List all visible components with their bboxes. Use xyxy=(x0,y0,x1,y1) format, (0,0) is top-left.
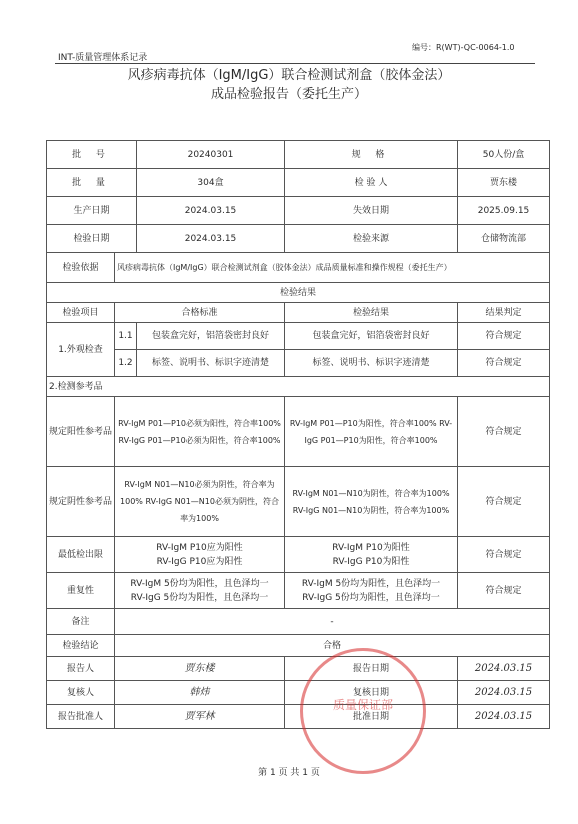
judgement-cell: 符合规定 xyxy=(458,350,550,377)
document-category: INT-质量管理体系记录 xyxy=(58,53,148,63)
col-judge-header: 结果判定 xyxy=(458,303,550,323)
standard-line: RV-IgG 5份均为阳性，且色泽均一 xyxy=(130,592,269,603)
report-title: 风疹病毒抗体（IgM/IgG）联合检测试剂盒（胶体金法） xyxy=(127,68,451,83)
source-label: 检验来源 xyxy=(285,225,458,253)
detection-limit-label: 最低检出限 xyxy=(47,537,115,573)
approver-signature: 贾军林 xyxy=(115,705,285,729)
judgement-cell: 符合规定 xyxy=(458,537,550,573)
inspector-label: 检 验 人 xyxy=(285,169,458,197)
result-cell xyxy=(285,537,458,573)
result-line: RV-IgG 5份均为阳性，且色泽均一 xyxy=(302,592,440,603)
results-section-title: 检验结果 xyxy=(47,283,550,303)
batch-value: 20240301 xyxy=(137,141,285,169)
reporter-label: 报告人 xyxy=(47,657,115,681)
reporter-signature: 贾东楼 xyxy=(115,657,285,681)
report-date-label: 报告日期 xyxy=(285,657,458,681)
spec-label: 规 格 xyxy=(285,141,458,169)
quantity-value: 304盒 xyxy=(137,169,285,197)
approve-date-label: 批准日期 xyxy=(285,705,458,729)
inspection-table xyxy=(46,140,550,729)
expiry-date-value: 2025.09.15 xyxy=(458,197,550,225)
appearance-check-label: 1.外观检查 xyxy=(47,323,115,377)
repeatability-label: 重复性 xyxy=(47,573,115,609)
inspector-value: 贾东楼 xyxy=(458,169,550,197)
source-value: 仓储物流部 xyxy=(458,225,550,253)
result-line: RV-IgM 5份均为阳性，且色泽均一 xyxy=(301,578,441,589)
standard-cell: RV-IgM N01—N10必须为阴性，符合率为100% RV-IgG N01—N10必须为阴性，符合率为100% xyxy=(115,467,285,537)
standard-line: RV-IgM P10应为阳性 xyxy=(156,542,243,553)
reference-section-label: 2.检测参考品 xyxy=(47,377,550,397)
approve-date-value: 2024.03.15 xyxy=(458,705,550,729)
conclusion-label: 检验结论 xyxy=(47,635,115,657)
conclusion-value: 合格 xyxy=(115,635,550,657)
document-code: 编号：R(WT)-QC-0064-1.0 xyxy=(412,43,515,52)
standard-cell xyxy=(115,537,285,573)
col-standard-header: 合格标准 xyxy=(115,303,285,323)
report-date-value: 2024.03.15 xyxy=(458,657,550,681)
reviewer-label: 复核人 xyxy=(47,681,115,705)
batch-label: 批 号 xyxy=(47,141,137,169)
test-date-label: 检验日期 xyxy=(47,225,137,253)
item-number: 1.1 xyxy=(115,323,137,350)
negative-reference-label: 规定阴性参考品 xyxy=(47,467,115,537)
standard-line: RV-IgG P10应为阳性 xyxy=(156,556,243,567)
standard-cell xyxy=(115,573,285,609)
production-date-value: 2024.03.15 xyxy=(137,197,285,225)
positive-reference-label: 规定阳性参考品 xyxy=(47,397,115,467)
judgement-cell: 符合规定 xyxy=(458,467,550,537)
judgement-cell: 符合规定 xyxy=(458,573,550,609)
stamp-text: 质量保证部 xyxy=(332,698,393,712)
review-date-value: 2024.03.15 xyxy=(458,681,550,705)
basis-value: 风疹病毒抗体（IgM/IgG）联合检测试剂盒（胶体金法）成品质量标准和操作规程（委托生产） xyxy=(115,253,550,283)
basis-label: 检验依据 xyxy=(47,253,115,283)
result-line: RV-IgG P10为阳性 xyxy=(332,556,410,567)
result-cell: 包装盒完好，铝箔袋密封良好 xyxy=(285,323,458,350)
item-number: 1.2 xyxy=(115,350,137,377)
test-date-value: 2024.03.15 xyxy=(137,225,285,253)
spec-value: 50人份/盒 xyxy=(458,141,550,169)
review-date-label: 复核日期 xyxy=(285,681,458,705)
result-cell: RV-IgM N01—N10为阴性，符合率为100% RV-IgG N01—N10为阴性，符合率为100% xyxy=(285,467,458,537)
reviewer-signature: 韩炜 xyxy=(115,681,285,705)
production-date-label: 生产日期 xyxy=(47,197,137,225)
standard-cell: RV-IgM P01—P10必须为阳性，符合率100% RV-IgG P01—P10必须为阳性，符合率100% xyxy=(115,397,285,467)
report-subtitle: 成品检验报告（委托生产） xyxy=(210,87,367,102)
col-item-header: 检验项目 xyxy=(47,303,115,323)
quantity-label: 批 量 xyxy=(47,169,137,197)
expiry-date-label: 失效日期 xyxy=(285,197,458,225)
result-line: RV-IgM P10为阳性 xyxy=(332,542,410,553)
remark-label: 备注 xyxy=(47,609,115,635)
col-result-header: 检验结果 xyxy=(285,303,458,323)
remark-value: - xyxy=(115,609,550,635)
result-cell xyxy=(285,573,458,609)
standard-cell: 包装盒完好，铝箔袋密封良好 xyxy=(137,323,285,350)
standard-cell: 标签、说明书、标识字迹清楚 xyxy=(137,350,285,377)
standard-line: RV-IgM 5份均为阳性，且色泽均一 xyxy=(130,578,269,589)
result-cell: 标签、说明书、标识字迹清楚 xyxy=(285,350,458,377)
result-cell: RV-IgM P01—P10为阳性，符合率100% RV-IgG P01—P10为阳性，符合率100% xyxy=(285,397,458,467)
page-number: 第 1 页 共 1 页 xyxy=(258,768,320,778)
judgement-cell: 符合规定 xyxy=(458,323,550,350)
approver-label: 报告批准人 xyxy=(47,705,115,729)
judgement-cell: 符合规定 xyxy=(458,397,550,467)
